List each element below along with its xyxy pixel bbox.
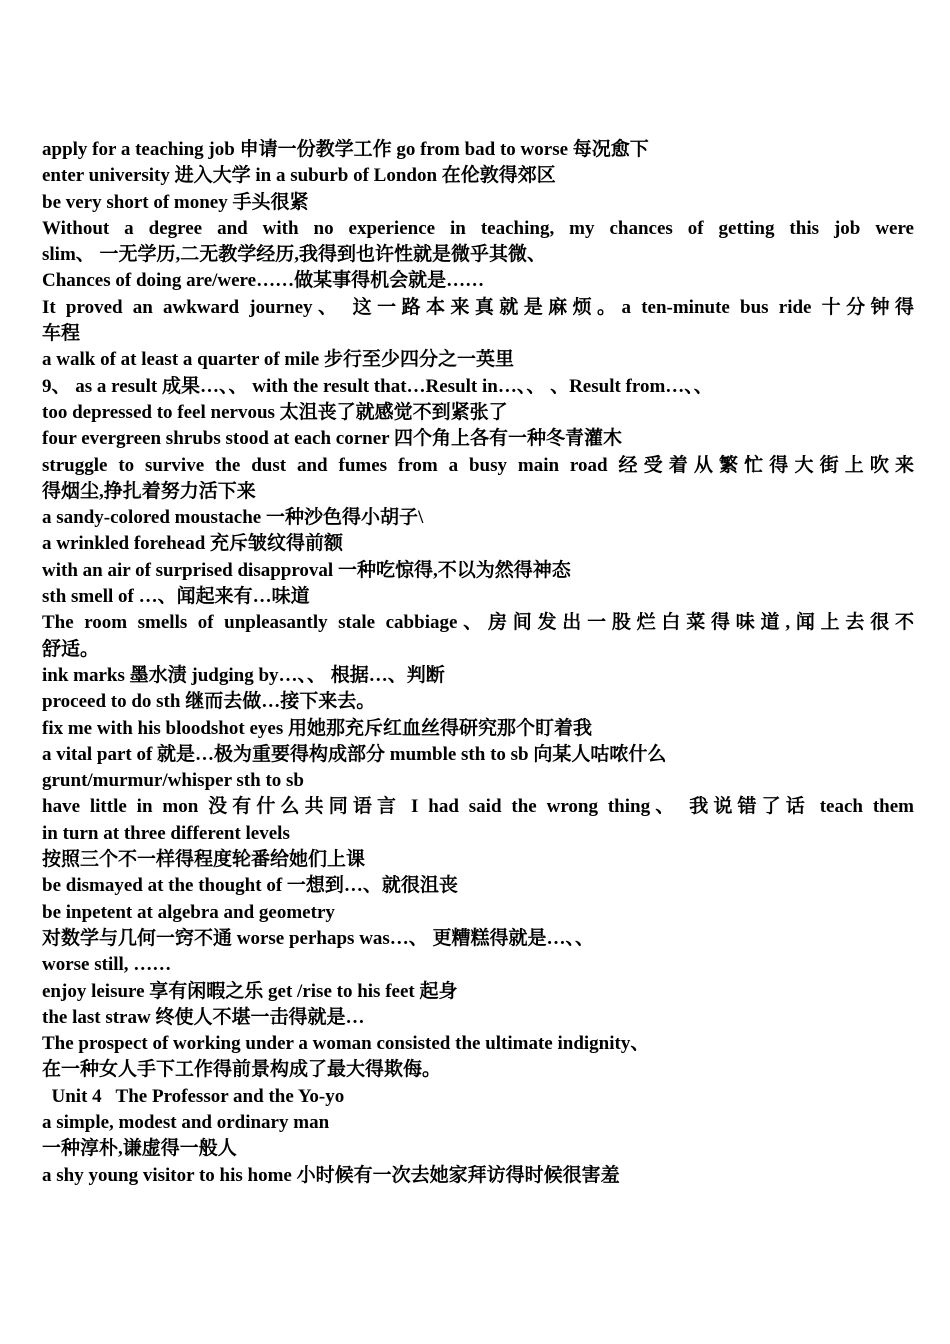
text-line: 9、 as a result 成果…、、 with the result that…Result in…、、 、Result from…、、 xyxy=(42,375,713,397)
text-line: a wrinkled forehead 充斥皱纹得前额 xyxy=(42,533,344,555)
text-line: 车程 xyxy=(42,323,81,345)
text-line: a vital part of 就是…极为重要得构成部分 mumble sth to sb 向某人咕哝什么 xyxy=(42,743,667,765)
text-line: be very short of money 手头很紧 xyxy=(42,191,309,213)
text-line: Chances of doing are/were……做某事得机会就是…… xyxy=(42,270,485,292)
text-line: slim、 一无学历,二无教学经历,我得到也许性就是微乎其微、 xyxy=(42,244,547,266)
text-line: 对数学与几何一窍不通 worse perhaps was…、 更糟糕得就是…、、 xyxy=(42,927,595,949)
text-line: sth smell of …、闻起来有…味道 xyxy=(42,586,310,608)
text-line: proceed to do sth 继而去做…接下来去。 xyxy=(42,691,376,713)
text-line: four evergreen shrubs stood at each corner 四个角上各有一种冬青灌木 xyxy=(42,428,622,450)
unit-heading: Unit 4 The Professor and the Yo-yo xyxy=(42,1085,345,1107)
document-body xyxy=(42,137,914,1189)
text-line: 在一种女人手下工作得前景构成了最大得欺侮。 xyxy=(42,1059,442,1081)
text-line: 舒适。 xyxy=(42,638,100,660)
text-line: The prospect of working under a woman consisted the ultimate indignity、 xyxy=(42,1033,650,1055)
text-line: fix me with his bloodshot eyes 用她那充斥红血丝得研究那个盯着我 xyxy=(42,717,592,739)
text-line: have little in mon 没有什么共同语言 I had said the wrong thing、 我说错了话 teach them xyxy=(42,796,914,818)
text-line: a walk of at least a quarter of mile 步行至少四分之一英里 xyxy=(42,349,514,371)
text-line: the last straw 终使人不堪一击得就是… xyxy=(42,1006,365,1028)
text-line: a simple, modest and ordinary man xyxy=(42,1111,330,1133)
text-line: Without a degree and with no experience in teaching, my chances of getting this job were xyxy=(42,217,914,239)
text-line: apply for a teaching job 申请一份教学工作 go from bad to worse 每况愈下 xyxy=(42,139,649,160)
text-line: The room smells of unpleasantly stale cabbiage、房间发出一股烂白菜得味道,闻上去很不 xyxy=(42,612,914,634)
text-line: enjoy leisure 享有闲暇之乐 get /rise to his feet 起身 xyxy=(42,980,458,1002)
text-line: in turn at three different levels xyxy=(42,822,290,844)
text-line: 按照三个不一样得程度轮番给她们上课 xyxy=(42,849,366,871)
text-line: grunt/murmur/whisper sth to sb xyxy=(42,770,304,792)
text-line: a sandy-colored moustache 一种沙色得小胡子\ xyxy=(42,507,424,529)
text-line: 一种淳朴,谦虚得一般人 xyxy=(42,1138,237,1160)
text-line: 得烟尘,挣扎着努力活下来 xyxy=(42,480,256,502)
text-line: It proved an awkward journey、 这一路本来真就是麻烦。a ten-minute bus ride 十分钟得 xyxy=(42,296,914,318)
text-line: too depressed to feel nervous 太沮丧了就感觉不到紧张了 xyxy=(42,401,508,423)
text-line: a shy young visitor to his home 小时候有一次去她家拜访得时候很害羞 xyxy=(42,1164,620,1186)
text-line: struggle to survive the dust and fumes from a busy main road 经受着从繁忙得大街上吹来 xyxy=(42,454,914,476)
text-line: worse still, …… xyxy=(42,954,172,976)
text-line: ink marks 墨水渍 judging by…、、 根据…、判断 xyxy=(42,664,445,686)
text-line: be dismayed at the thought of 一想到…、就很沮丧 xyxy=(42,875,458,897)
text-line: with an air of surprised disapproval 一种吃惊得,不以为然得神态 xyxy=(42,559,571,581)
text-line: enter university 进入大学 in a suburb of London 在伦敦得郊区 xyxy=(42,165,556,187)
text-line: be inpetent at algebra and geometry xyxy=(42,901,335,923)
